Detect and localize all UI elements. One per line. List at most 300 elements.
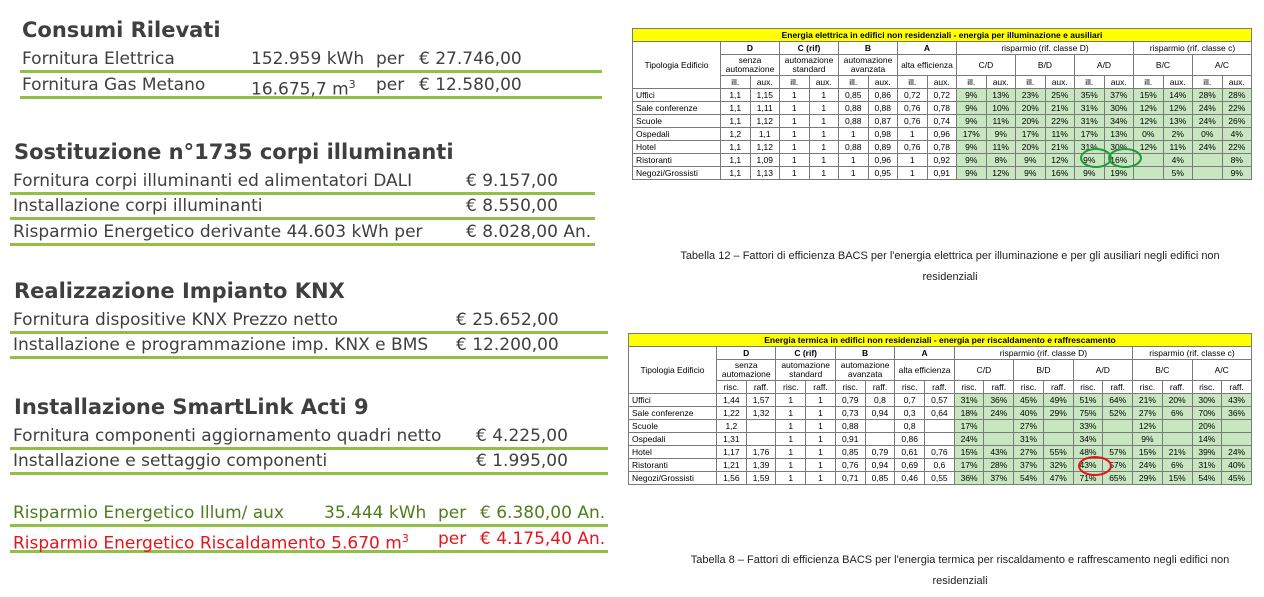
table-cell: 13% xyxy=(986,89,1016,102)
table-cell: 27% xyxy=(1133,407,1163,420)
table-cell: 1 xyxy=(898,167,928,180)
table-cell: 1,12 xyxy=(750,115,780,128)
table-cell: 37% xyxy=(1104,89,1134,102)
sub-header: ill. xyxy=(957,76,987,89)
table-cell: 1,2 xyxy=(721,128,751,141)
row-name: Ristoranti xyxy=(633,154,721,167)
comparison-label: B/C xyxy=(1133,360,1192,381)
table-cell: 0,86 xyxy=(895,433,925,446)
table-12 xyxy=(632,28,1252,180)
table-cell: 0,76 xyxy=(898,115,928,128)
table-cell: 13% xyxy=(1163,115,1193,128)
table-cell: 6% xyxy=(1162,407,1192,420)
table-8 xyxy=(628,333,1252,485)
table-cell: 52% xyxy=(1103,407,1133,420)
table-cell: 8% xyxy=(986,154,1016,167)
class-code: C (rif) xyxy=(776,347,835,360)
table-cell: 12% xyxy=(1163,102,1193,115)
table-cell: 1,15 xyxy=(750,89,780,102)
table-cell xyxy=(865,433,895,446)
risparmio-illum-row xyxy=(10,502,608,527)
table-cell: 11% xyxy=(986,115,1016,128)
table-cell: 16% xyxy=(1104,154,1134,167)
table-cell: 24% xyxy=(1193,102,1223,115)
table-cell: 0,89 xyxy=(868,141,898,154)
table-cell: 75% xyxy=(1073,407,1103,420)
class-desc: senza automazione xyxy=(717,360,776,381)
table-cell: 1,44 xyxy=(717,394,747,407)
sub-header: raff. xyxy=(746,381,776,394)
class-code: D xyxy=(717,347,776,360)
sostituzione-title: Sostituzione n°1735 corpi illuminanti xyxy=(14,140,454,164)
table-cell: 43% xyxy=(1222,394,1252,407)
sub-header: aux. xyxy=(986,76,1016,89)
comparison-label: C/D xyxy=(957,55,1016,76)
comparison-label: B/D xyxy=(1014,360,1073,381)
row-name: Hotel xyxy=(633,141,721,154)
table-cell: 57% xyxy=(1103,446,1133,459)
rowhead-label: Tipologia Edificio xyxy=(629,347,717,394)
table-cell: 11% xyxy=(1163,141,1193,154)
table-cell: 30% xyxy=(1104,141,1134,154)
table-cell: 24% xyxy=(1193,141,1223,154)
sub-header: ill. xyxy=(839,76,869,89)
sub-header: risc. xyxy=(954,381,984,394)
table-cell: 9% xyxy=(957,141,987,154)
table-row xyxy=(629,420,1252,433)
table-cell: 1,09 xyxy=(750,154,780,167)
sub-header: ill. xyxy=(780,76,810,89)
table-cell: 9% xyxy=(1016,167,1046,180)
table-cell: 37% xyxy=(1014,459,1044,472)
table-8-caption: Tabella 8 – Fattori di efficienza BACS per l'energia termica per riscaldamento e raffrescamento negli edifici non residenziali xyxy=(690,554,1230,587)
table-title: Energia termica in edifici non residenziali - energia per riscaldamento e raffrescamento xyxy=(629,334,1252,347)
row-price: € 1.995,00 xyxy=(476,451,568,471)
table-cell: 33% xyxy=(1073,420,1103,433)
sub-header: aux. xyxy=(1045,76,1075,89)
table-row xyxy=(633,141,1252,154)
table-cell: 0,91 xyxy=(835,433,865,446)
table-cell xyxy=(1222,433,1252,446)
consumi-title: Consumi Rilevati xyxy=(22,18,221,42)
class-desc: automazione avanzata xyxy=(839,55,898,76)
rowhead-label: Tipologia Edificio xyxy=(633,42,721,89)
table-cell: 10% xyxy=(986,102,1016,115)
table-cell: 1,76 xyxy=(746,446,776,459)
table-row xyxy=(629,459,1252,472)
table-cell: 12% xyxy=(1134,141,1164,154)
sub-header: aux. xyxy=(868,76,898,89)
sub-header: raff. xyxy=(1103,381,1133,394)
table-cell: 54% xyxy=(1014,472,1044,485)
table-cell xyxy=(1043,433,1073,446)
comparison-label: C/D xyxy=(954,360,1013,381)
row-name: Ospedali xyxy=(629,433,717,446)
risparmio-risc-row xyxy=(10,528,608,553)
row-name: Scuole xyxy=(633,115,721,128)
table-row xyxy=(629,472,1252,485)
table-cell: 0,96 xyxy=(868,154,898,167)
table-cell: 1 xyxy=(806,446,836,459)
sub-header: ill. xyxy=(1134,76,1164,89)
class-code: D xyxy=(721,42,780,55)
table-cell: 1 xyxy=(839,154,869,167)
class-code: B xyxy=(839,42,898,55)
class-desc: automazione standard xyxy=(776,360,835,381)
table-cell: 0,76 xyxy=(898,102,928,115)
table-cell: 22% xyxy=(1222,141,1252,154)
table-cell: 64% xyxy=(1103,394,1133,407)
table-cell: 24% xyxy=(1193,115,1223,128)
table-cell: 1 xyxy=(809,167,839,180)
table-cell: 1 xyxy=(776,407,806,420)
table-cell: 1 xyxy=(776,433,806,446)
table-8-wrapper xyxy=(628,333,1252,485)
table-cell: 43% xyxy=(984,446,1014,459)
table-cell: 21% xyxy=(1162,446,1192,459)
table-row xyxy=(633,154,1252,167)
table-12-wrapper xyxy=(632,28,1252,180)
table-cell: 21% xyxy=(1045,141,1075,154)
cost-summary xyxy=(0,0,620,597)
table-cell: 1 xyxy=(780,89,810,102)
table-cell: 9% xyxy=(957,154,987,167)
row-name: Scuole xyxy=(629,420,717,433)
table-cell: 9% xyxy=(1075,154,1105,167)
table-cell: 1 xyxy=(839,128,869,141)
sub-header: aux. xyxy=(927,76,957,89)
table-cell: 0,79 xyxy=(835,394,865,407)
table-12-caption: Tabella 12 – Fattori di efficienza BACS per l'energia elettrica per illuminazione e per gli ausiliari negli edifici non residenziali xyxy=(680,250,1220,283)
table-cell: 1 xyxy=(780,128,810,141)
table-cell: 31% xyxy=(1192,459,1222,472)
row-qty: 16.675,7 m xyxy=(251,79,349,100)
table-cell: 0,88 xyxy=(839,115,869,128)
comparison-label: B/C xyxy=(1134,55,1193,76)
table-cell: 55% xyxy=(1043,446,1073,459)
table-cell: 40% xyxy=(1014,407,1044,420)
table-cell: 20% xyxy=(1192,420,1222,433)
sub-header: raff. xyxy=(806,381,836,394)
table-cell: 1,11 xyxy=(750,102,780,115)
table-cell: 0,88 xyxy=(839,141,869,154)
table-row xyxy=(629,407,1252,420)
table-cell: 34% xyxy=(1073,433,1103,446)
table-cell xyxy=(984,433,1014,446)
row-name: Negozi/Grossisti xyxy=(629,472,717,485)
table-cell: 1 xyxy=(776,394,806,407)
table-cell: 1 xyxy=(809,115,839,128)
table-cell: 0,88 xyxy=(835,420,865,433)
class-desc: automazione avanzata xyxy=(835,360,894,381)
row-name: Sale conferenze xyxy=(629,407,717,420)
table-cell: 49% xyxy=(1043,394,1073,407)
class-code: C (rif) xyxy=(780,42,839,55)
table-cell: 0,96 xyxy=(927,128,957,141)
table-cell: 0,7 xyxy=(895,394,925,407)
table-cell: 1,1 xyxy=(721,102,751,115)
table-cell xyxy=(925,433,955,446)
row-label: Installazione corpi illuminanti xyxy=(13,196,263,216)
table-cell: 0,85 xyxy=(865,472,895,485)
sub-header: aux. xyxy=(809,76,839,89)
class-code: A xyxy=(895,347,954,360)
knx-row-fornitura xyxy=(10,309,608,334)
table-cell: 1 xyxy=(780,167,810,180)
table-row xyxy=(629,394,1252,407)
row-price: € 12.580,00 xyxy=(419,75,522,95)
table-cell: 29% xyxy=(1043,407,1073,420)
table-cell: 0,73 xyxy=(835,407,865,420)
table-cell: 0,88 xyxy=(839,102,869,115)
table-cell: 1 xyxy=(806,433,836,446)
sub-header: raff. xyxy=(984,381,1014,394)
group-header-c: risparmio (rif. classe c) xyxy=(1134,42,1252,55)
table-cell: 30% xyxy=(1192,394,1222,407)
table-cell: 8% xyxy=(1222,154,1252,167)
row-name: Negozi/Grossisti xyxy=(633,167,721,180)
row-price: € 4.175,40 An. xyxy=(480,529,606,549)
table-cell xyxy=(746,420,776,433)
knx-row-installazione xyxy=(10,334,608,359)
table-cell: 1 xyxy=(898,154,928,167)
table-cell xyxy=(1193,167,1223,180)
table-cell: 0,98 xyxy=(868,128,898,141)
sub-header: risc. xyxy=(835,381,865,394)
table-cell: 12% xyxy=(1045,154,1075,167)
table-cell: 0,76 xyxy=(925,446,955,459)
table-cell: 32% xyxy=(1043,459,1073,472)
table-cell: 9% xyxy=(957,115,987,128)
row-price: € 8.550,00 xyxy=(466,196,558,216)
table-cell: 9% xyxy=(957,89,987,102)
table-cell: 0,8 xyxy=(865,394,895,407)
table-cell: 0,94 xyxy=(865,407,895,420)
table-cell: 14% xyxy=(1192,433,1222,446)
table-cell: 1,17 xyxy=(717,446,747,459)
table-cell: 0,76 xyxy=(898,141,928,154)
group-header-c: risparmio (rif. classe c) xyxy=(1133,347,1252,360)
sub-header: aux. xyxy=(750,76,780,89)
table-cell: 0,88 xyxy=(868,102,898,115)
sub-header: raff. xyxy=(1162,381,1192,394)
sub-header: raff. xyxy=(925,381,955,394)
row-per: per xyxy=(438,529,467,549)
table-cell: 1,1 xyxy=(721,154,751,167)
table-cell: 1,2 xyxy=(717,420,747,433)
table-cell: 15% xyxy=(1162,472,1192,485)
group-header-d: risparmio (rif. classe D) xyxy=(954,347,1132,360)
table-cell: 1,1 xyxy=(721,167,751,180)
table-cell: 57% xyxy=(1103,459,1133,472)
table-cell: 34% xyxy=(1104,115,1134,128)
table-cell: 31% xyxy=(954,394,984,407)
table-cell: 21% xyxy=(1133,394,1163,407)
table-title: Energia elettrica in edifici non residenziali - energia per illuminazione e ausiliari xyxy=(633,29,1252,42)
smart-row-fornitura xyxy=(10,425,608,450)
table-cell: 1 xyxy=(776,459,806,472)
table-cell: 0,46 xyxy=(895,472,925,485)
table-cell: 0,79 xyxy=(865,446,895,459)
table-cell: 0,94 xyxy=(865,459,895,472)
table-cell: 15% xyxy=(1134,89,1164,102)
class-desc: alta efficienza xyxy=(895,360,954,381)
table-cell: 0,78 xyxy=(927,141,957,154)
table-cell: 17% xyxy=(957,128,987,141)
row-qty: 35.444 kWh xyxy=(324,503,427,523)
table-cell: 1,31 xyxy=(717,433,747,446)
table-row xyxy=(633,115,1252,128)
table-cell: 70% xyxy=(1192,407,1222,420)
table-cell: 6% xyxy=(1162,459,1192,472)
highlight-ring-red xyxy=(1078,456,1112,476)
table-cell: 0,71 xyxy=(835,472,865,485)
table-cell: 20% xyxy=(1016,141,1046,154)
table-cell: 1 xyxy=(809,128,839,141)
row-label: Risparmio Energetico Illum/ aux xyxy=(13,503,285,523)
row-price: € 9.157,00 xyxy=(466,171,558,191)
sub-header: raff. xyxy=(1222,381,1252,394)
table-cell: 5% xyxy=(1163,167,1193,180)
table-cell: 1,1 xyxy=(721,115,751,128)
row-per: per xyxy=(438,503,467,523)
table-cell: 36% xyxy=(984,394,1014,407)
table-cell: 28% xyxy=(984,459,1014,472)
table-cell: 36% xyxy=(954,472,984,485)
table-cell: 9% xyxy=(1222,167,1252,180)
table-cell: 24% xyxy=(1133,459,1163,472)
comparison-label: A/D xyxy=(1075,55,1134,76)
table-cell xyxy=(746,433,776,446)
table-cell: 0,3 xyxy=(895,407,925,420)
table-cell: 1 xyxy=(776,446,806,459)
table-cell: 2% xyxy=(1163,128,1193,141)
table-cell xyxy=(865,420,895,433)
table-cell: 0% xyxy=(1193,128,1223,141)
table-cell: 14% xyxy=(1163,89,1193,102)
table-cell: 1,56 xyxy=(717,472,747,485)
sost-row-risparmio xyxy=(10,221,595,246)
sub-header: risc. xyxy=(717,381,747,394)
table-cell: 1 xyxy=(809,154,839,167)
row-price: € 25.652,00 xyxy=(456,310,559,330)
table-cell: 54% xyxy=(1192,472,1222,485)
table-cell: 23% xyxy=(1016,89,1046,102)
table-cell: 1,1 xyxy=(721,141,751,154)
comparison-label: A/C xyxy=(1192,360,1252,381)
row-price: € 27.746,00 xyxy=(419,49,522,69)
comparison-label: B/D xyxy=(1016,55,1075,76)
sub-header: risc. xyxy=(1133,381,1163,394)
table-cell: 1,22 xyxy=(717,407,747,420)
table-cell: 9% xyxy=(1016,154,1046,167)
group-header-d: risparmio (rif. classe D) xyxy=(957,42,1134,55)
table-cell: 1 xyxy=(776,472,806,485)
table-cell: 25% xyxy=(1045,89,1075,102)
table-cell: 1 xyxy=(809,102,839,115)
class-code: A xyxy=(898,42,957,55)
row-name: Sale conferenze xyxy=(633,102,721,115)
table-cell xyxy=(1162,433,1192,446)
row-name: Uffici xyxy=(633,89,721,102)
table-cell: 31% xyxy=(1075,141,1105,154)
row-label-sup: 3 xyxy=(401,532,409,545)
table-cell: 1 xyxy=(806,472,836,485)
table-cell: 1,1 xyxy=(721,89,751,102)
row-label: Fornitura dispositive KNX Prezzo netto xyxy=(13,310,339,330)
table-cell: 0,74 xyxy=(927,115,957,128)
highlight-ring-green xyxy=(1108,148,1142,168)
row-price: € 12.200,00 xyxy=(456,335,559,355)
table-cell: 0,57 xyxy=(925,394,955,407)
table-row xyxy=(633,89,1252,102)
table-cell: 1 xyxy=(776,420,806,433)
table-cell xyxy=(1043,420,1073,433)
table-cell: 1,13 xyxy=(750,167,780,180)
table-cell: 17% xyxy=(954,459,984,472)
table-cell: 71% xyxy=(1073,472,1103,485)
comparison-label: A/D xyxy=(1073,360,1132,381)
table-cell: 1,39 xyxy=(746,459,776,472)
table-cell: 39% xyxy=(1192,446,1222,459)
table-cell: 31% xyxy=(1075,115,1105,128)
row-label: Installazione e settaggio componenti xyxy=(13,451,328,471)
table-row xyxy=(633,128,1252,141)
table-cell: 15% xyxy=(1133,446,1163,459)
table-cell: 21% xyxy=(1045,102,1075,115)
row-per: per xyxy=(376,49,405,69)
table-cell: 43% xyxy=(1073,459,1103,472)
table-cell: 20% xyxy=(1016,115,1046,128)
class-desc: automazione standard xyxy=(780,55,839,76)
table-cell: 27% xyxy=(1014,420,1044,433)
row-label: Fornitura Elettrica xyxy=(22,49,175,69)
table-cell: 9% xyxy=(1075,167,1105,180)
table-cell: 1 xyxy=(809,141,839,154)
knx-title: Realizzazione Impianto KNX xyxy=(14,279,345,303)
table-cell: 0,72 xyxy=(927,89,957,102)
table-cell: 24% xyxy=(1222,446,1252,459)
table-cell: 22% xyxy=(1045,115,1075,128)
class-code: B xyxy=(835,347,894,360)
sub-header: aux. xyxy=(1163,76,1193,89)
table-cell: 0,8 xyxy=(895,420,925,433)
table-cell: 31% xyxy=(1075,102,1105,115)
sub-header: risc. xyxy=(1192,381,1222,394)
table-cell: 0,6 xyxy=(925,459,955,472)
table-cell: 0,72 xyxy=(898,89,928,102)
table-cell: 20% xyxy=(1016,102,1046,115)
table-cell: 1,12 xyxy=(750,141,780,154)
row-label: Fornitura corpi illuminanti ed alimentatori DALI xyxy=(13,171,413,191)
table-cell: 28% xyxy=(1193,89,1223,102)
table-cell xyxy=(1193,154,1223,167)
row-price: € 6.380,00 An. xyxy=(480,503,606,523)
table-cell: 1,32 xyxy=(746,407,776,420)
sub-header: ill. xyxy=(721,76,751,89)
table-cell: 48% xyxy=(1073,446,1103,459)
table-cell xyxy=(1162,420,1192,433)
table-cell: 12% xyxy=(1134,115,1164,128)
table-cell: 11% xyxy=(1045,128,1075,141)
table-cell: 17% xyxy=(1016,128,1046,141)
table-cell: 30% xyxy=(1104,102,1134,115)
table-cell xyxy=(984,420,1014,433)
sub-header: risc. xyxy=(1014,381,1044,394)
class-desc: senza automazione xyxy=(721,55,780,76)
table-cell: 1 xyxy=(780,141,810,154)
table-cell: 1,21 xyxy=(717,459,747,472)
